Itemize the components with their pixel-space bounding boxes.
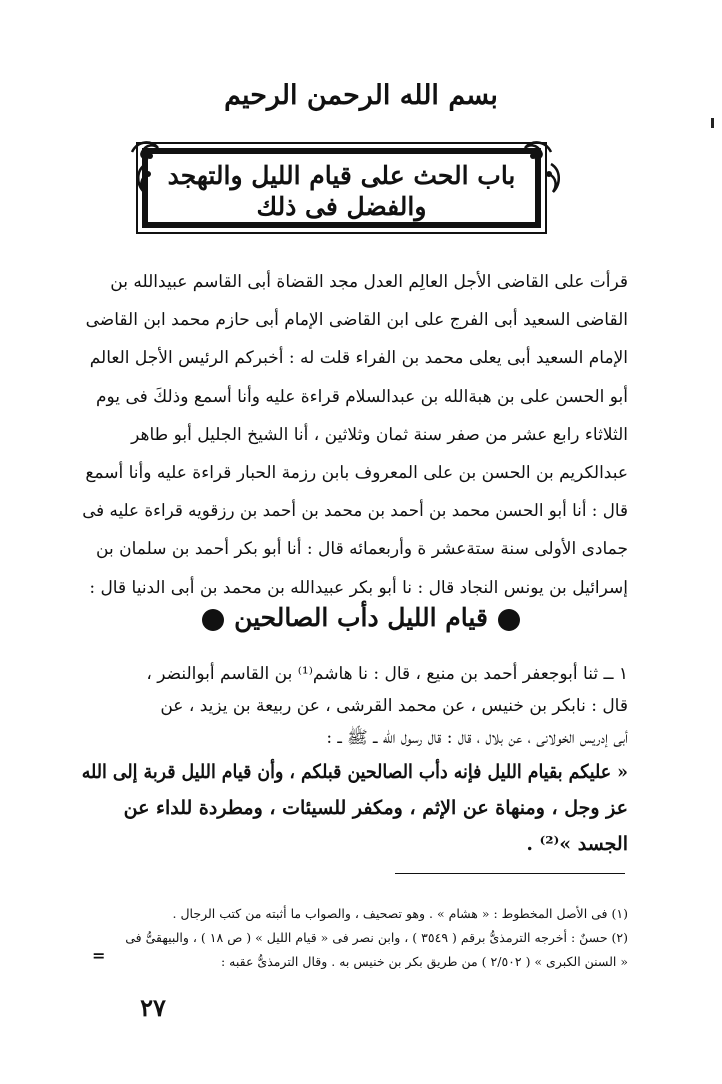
footnote-divider [395, 873, 625, 874]
text-line: عبدالكريم بن الحسن بن على المعروف بابن رزمة الحبار قراءة عليه وأنا أسمع [85, 463, 628, 484]
footnote: « السنن الكبرى » ( ٢/٥٠٢ ) من طريق بكر بن خنيس به . وقال الترمذىُّ عقبه : [221, 954, 628, 969]
page-number: ٢٧ [140, 993, 166, 1022]
text-line: ١ ــ ثنا أبوجعفر أحمد بن منيع ، قال : نا هاشم⁽¹⁾ بن القاسم أبوالنضر ، [146, 664, 628, 684]
text-line: قال : أنا أبو الحسن محمد بن أحمد بن محمد بن أحمد بن رزقويه قراءة عليه فى [82, 501, 629, 522]
footnotes [82, 902, 628, 974]
bullet-right [498, 609, 520, 631]
text-line: قال : نابكر بن خنيس ، عن محمد القرشى ، عن ربيعة بن يزيد ، عن [160, 696, 628, 716]
chapter-title-line-2: والفضل فى ذلك [256, 192, 427, 221]
margin-mark [711, 118, 714, 128]
chapter-title-line-1: باب الحث على قيام الليل والتهجد [167, 161, 516, 190]
text-line: أبى إدريس الخولانى ، عن بلال ، قال : قال رسول الله ــ ﷺ ــ : [326, 728, 628, 748]
isnad-paragraph [82, 263, 628, 607]
basmala: بسم الله الرحمن الرحيم [224, 80, 498, 111]
text-line: الثلاثاء رابع عشر من صفر سنة ثمان وثلاثين ، أنا الشيخ الجليل أبو طاهر [131, 424, 628, 445]
hadith-text-line: عز وجل ، ومنهاة عن الإثم ، ومكفر للسيئات ، ومطردة للداء عن [123, 797, 628, 819]
chapter-title [148, 160, 535, 222]
section-heading [0, 603, 722, 632]
text-line: أبو الحسن على بن هبةالله بن عبدالسلام قراءة عليه وأنا أسمع وذلكَ فى يوم [96, 386, 628, 407]
text-line: جمادى الأولى سنة ستةعشر ة وأربعمائه قال : أنا أبو بكر أحمد بن سلمان بن [96, 539, 628, 560]
text-line: القاضى السعيد أبى الفرج على ابن القاضى الإمام أبى حازم محمد ابن القاضى [85, 310, 628, 331]
text-line: إسرائيل بن يونس النجاد قال : نا أبو بكر عبيدالله بن محمد بن أبى الدنيا قال : [89, 577, 628, 598]
ornament-right [537, 160, 573, 196]
text-line: قرأت على القاضى الأجل العالِم العدل مجد القضاة أبى القاسم عبيدالله بن [110, 272, 628, 292]
section-heading-text: قيام الليل دأب الصالحين [234, 603, 488, 632]
footnote: (١) فى الأصل المخطوط : « هشام » . وهو تصحيف ، والصواب ما أثبته من كتب الرجال . [172, 906, 628, 921]
chapter-title-frame [142, 148, 541, 228]
hadith-text-line: « عليكم بقيام الليل فإنه دأب الصالحين قبلكم ، وأن قيام الليل قربة إلى الله [81, 761, 628, 783]
hadith-text-line: الجسد »⁽²⁾ . [526, 833, 628, 855]
footnote: (٢) حسنٌ : أخرجه الترمذىُّ برقم ( ٣٥٤٩ ) ، وابن نصر فى « قيام الليل » ( ص ١٨ ) ، والبيهقىُّ فى [125, 930, 628, 945]
hadith-paragraph [82, 658, 628, 862]
bullet-left [202, 609, 224, 631]
text-line: الإمام السعيد أبى يعلى محمد بن الفراء قلت له : أخبركم الرئيس الأجل العالم [89, 348, 628, 369]
continuation-mark: = [92, 946, 106, 965]
